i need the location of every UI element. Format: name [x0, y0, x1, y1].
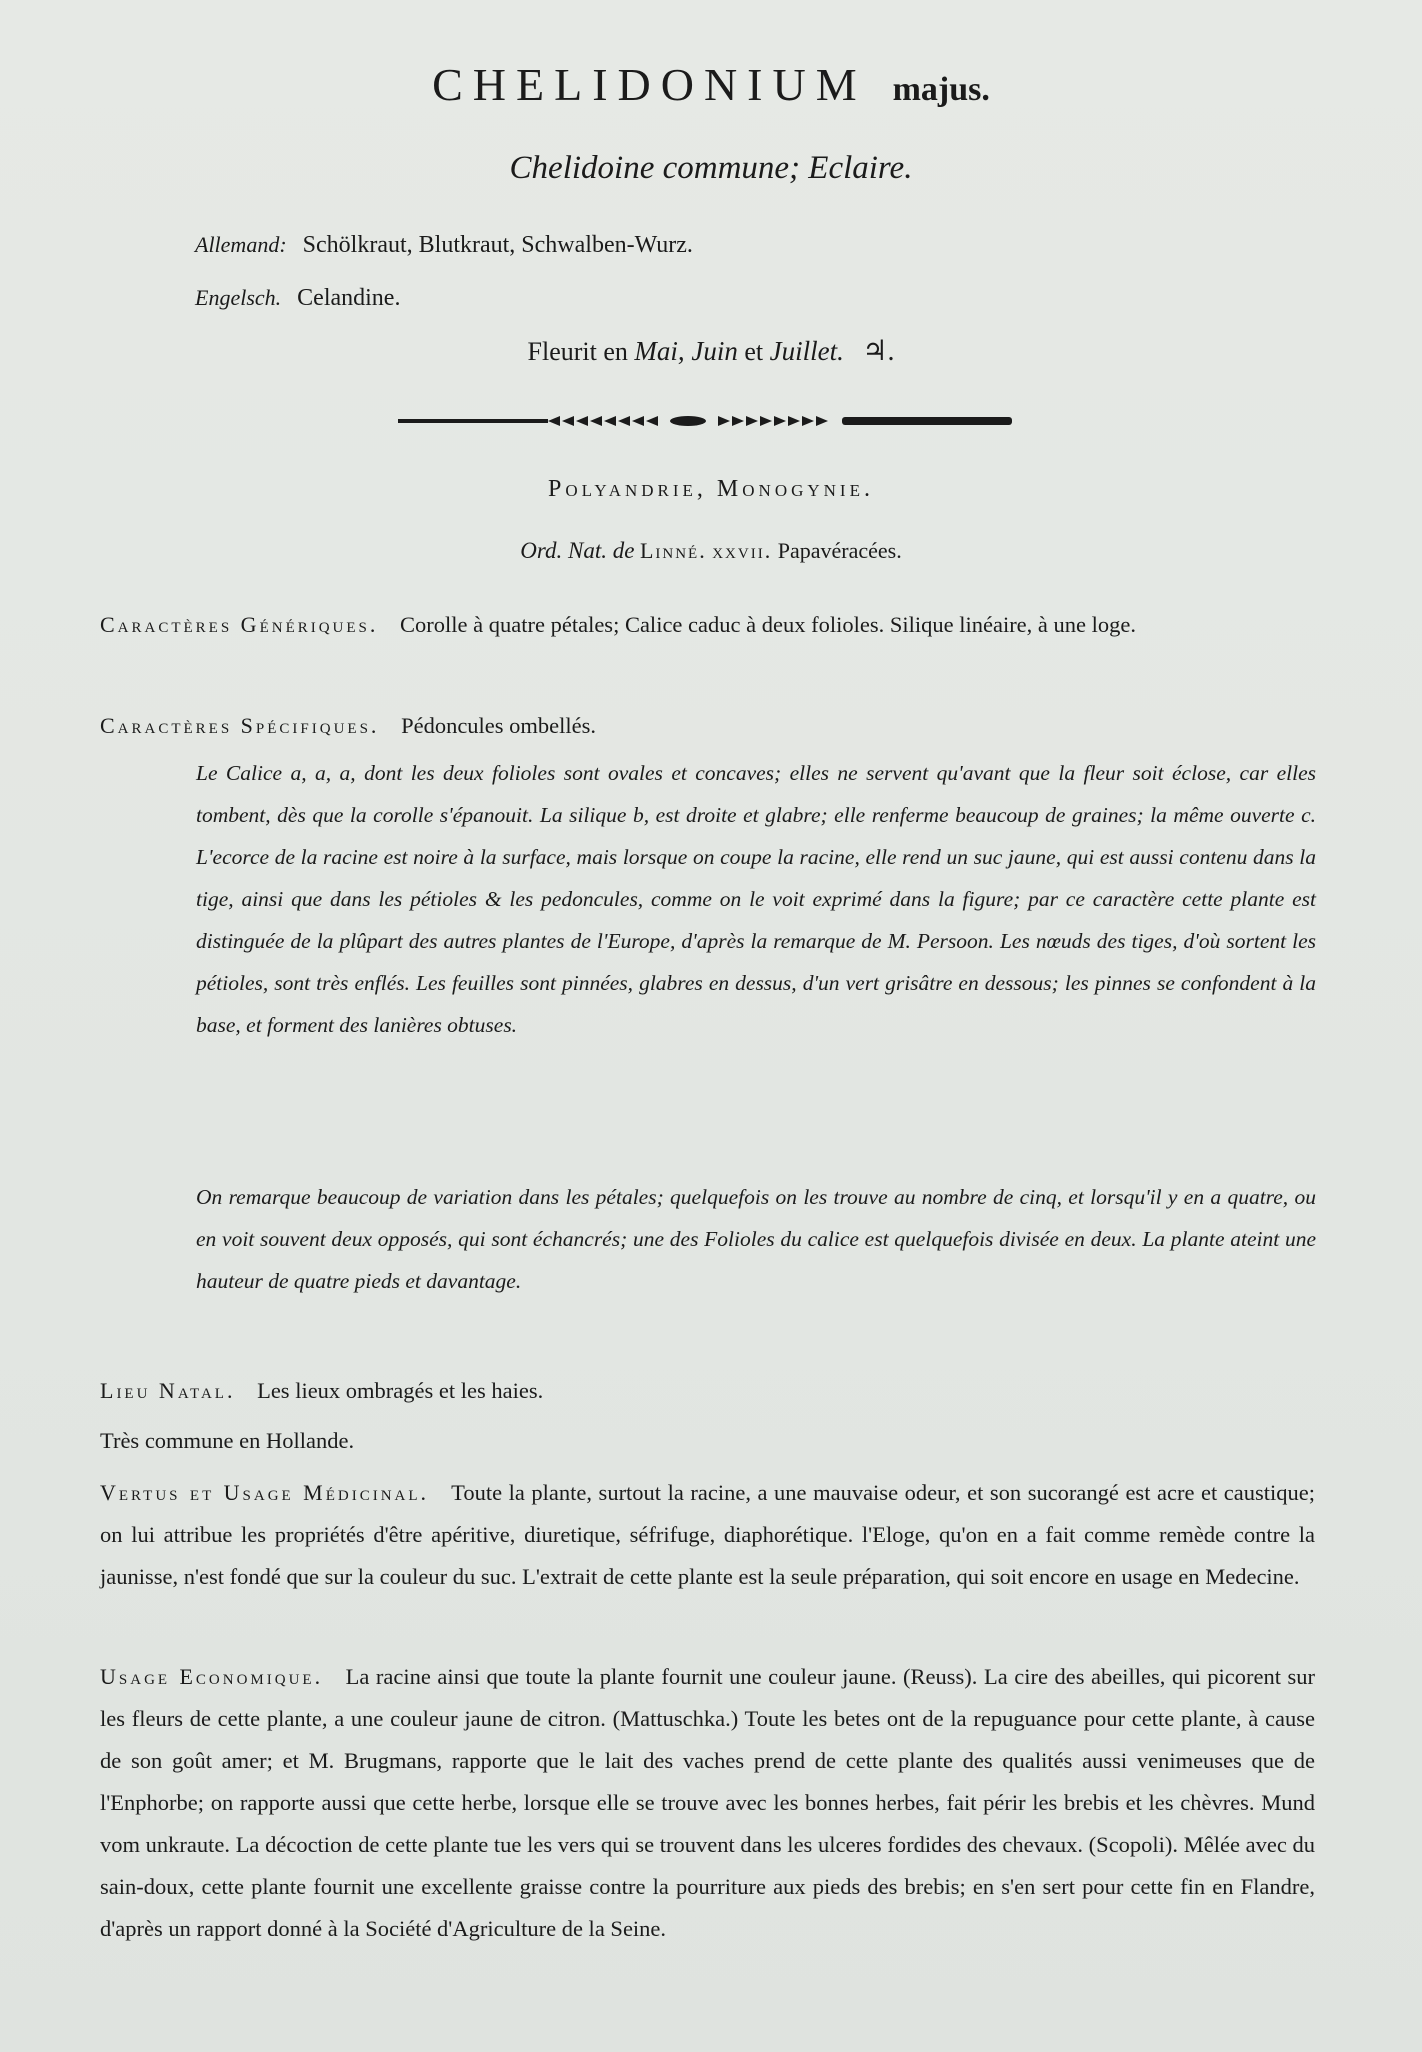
economic-heading: Usage Economique. — [100, 1664, 324, 1689]
page-title — [0, 58, 1422, 111]
genus-name: CHELIDONIUM — [432, 59, 867, 110]
species-name: majus. — [892, 71, 990, 108]
habitat-section — [100, 1370, 1315, 1412]
french-name: Chelidoine commune; Eclaire. — [509, 150, 913, 186]
generic-characters — [100, 604, 1315, 646]
generic-text: Corolle à quatre pétales; Calice caduc à deux folioles. Silique linéaire, à une loge. — [400, 612, 1137, 637]
lang-label-german: Allemand: — [195, 232, 287, 257]
order-author: Linné. — [639, 538, 707, 563]
generic-heading: Caractères Génériques. — [100, 612, 379, 637]
flowering-period — [0, 334, 1422, 368]
decorative-rule — [398, 414, 1012, 428]
bloom-last-month: Juillet. — [769, 336, 844, 366]
medicinal-section — [100, 1472, 1315, 1598]
description-paragraph-2: On remarque beaucoup de variation dans les pétales; quelquefois on les trouve au nombre de cinq, et lorsqu'il y en a quatre, ou en voit souvent deux opposés, qui sont échancrés; une des Folioles du calice est quelquefois divisée en deux. La plante ateint une hauteur de quatre pieds et davantage. — [196, 1185, 1316, 1293]
bloom-months: Mai, Juin — [634, 336, 738, 366]
english-names-line — [195, 285, 400, 312]
lang-label-english: Engelsch. — [195, 285, 282, 310]
economic-text: La racine ainsi que toute la plante fournit une couleur jaune. (Reuss). La cire des abeilles, qui picorent sur les fleurs de cette plante, a une couleur jaune de citron. (Mattuschka.) Toute les betes ont de la repuguance pour cette plante, à cause de son goût amer; et M. Brugmans, rapporte que le lait des vaches prend de cette plante des qualités aussi venimeuses que de l'Enphorbe; on rapporte aussi que cette herbe, lorsque elle se trouve avec les bonnes herbes, fait périr les brebis et les chèvres. Mund vom unkraute. La décoction de cette plante tue les vers qui se trouvent dans les ulceres fordides des chevaux. (Scopoli). Mêlée avec du sain-doux, cette plante fournit une excellente graisse contre la pourriture aux pieds des brebis; en s'en sert pour cette fin en Flandre, d'après un rapport donné à la Société d'Agriculture de la Seine. — [100, 1664, 1315, 1941]
habitat-heading: Lieu Natal. — [100, 1378, 236, 1403]
economic-section — [100, 1656, 1315, 1950]
german-names: Schölkraut, Blutkraut, Schwalben-Wurz. — [302, 232, 693, 258]
medicinal-heading: Vertus et Usage Médicinal. — [100, 1480, 430, 1505]
bloom-and: et — [744, 337, 764, 366]
habitat-text: Les lieux ombragés et les haies. — [257, 1378, 544, 1403]
description-paragraph-1: Le Calice a, a, a, dont les deux folioles sont ovales et concaves; elles ne servent qu'avant que la fleur soit éclose, car elles tombent, dès que la corolle s'épanouit. La silique b, est droite et glabre; elle renferme beaucoup de graines; la même ouverte c. L'ecorce de la racine est noire à la surface, mais lorsque on coupe la racine, elle rend un suc jaune, qui est aussi contenu dans la tige, ainsi que dans les pétioles & les pedoncules, comme on le voit exprimé dans la figure; par ce caractère cette plante est distinguée de la plûpart des autres plantes de l'Europe, d'après la remarque de M. Persoon. Les nœuds des tiges, d'où sortent les pétioles, sont très enflés. Les feuilles sont pinnées, glabres en dessus, d'un vert grisâtre en dessous; les pinnes se confondent à la base, et forment des lanières obtuses. — [196, 761, 1316, 1037]
order-number: xxvii. — [712, 538, 773, 563]
bloom-prefix: Fleurit en — [527, 337, 628, 366]
linnaean-class: Polyandrie, Monogynie. — [548, 476, 874, 502]
english-names: Celandine. — [297, 285, 401, 311]
specific-heading: Caractères Spécifiques. — [100, 713, 380, 738]
medicinal-text: Toute la plante, surtout la racine, a une mauvaise odeur, et son sucorangé est acre et caustique; on lui attribue les propriétés d'être apéritive, diuretique, séfrifuge, diaphorétique. l'Eloge, qu'on en a fait comme remède contre la jaunisse, n'est fondé que sur la couleur du suc. L'extrait de cette plante est la seule préparation, qui soit encore en usage en Medecine. — [100, 1480, 1315, 1589]
german-names-line — [195, 232, 693, 259]
perennial-symbol: ♃. — [862, 336, 895, 367]
specific-characters — [100, 705, 1315, 747]
order-label: Ord. Nat. de — [520, 538, 635, 563]
order-family: Papavéracées. — [777, 538, 902, 563]
natural-order — [0, 538, 1422, 564]
habitat-note: Très commune en Hollande. — [100, 1428, 355, 1453]
specific-text: Pédoncules ombellés. — [401, 713, 597, 738]
